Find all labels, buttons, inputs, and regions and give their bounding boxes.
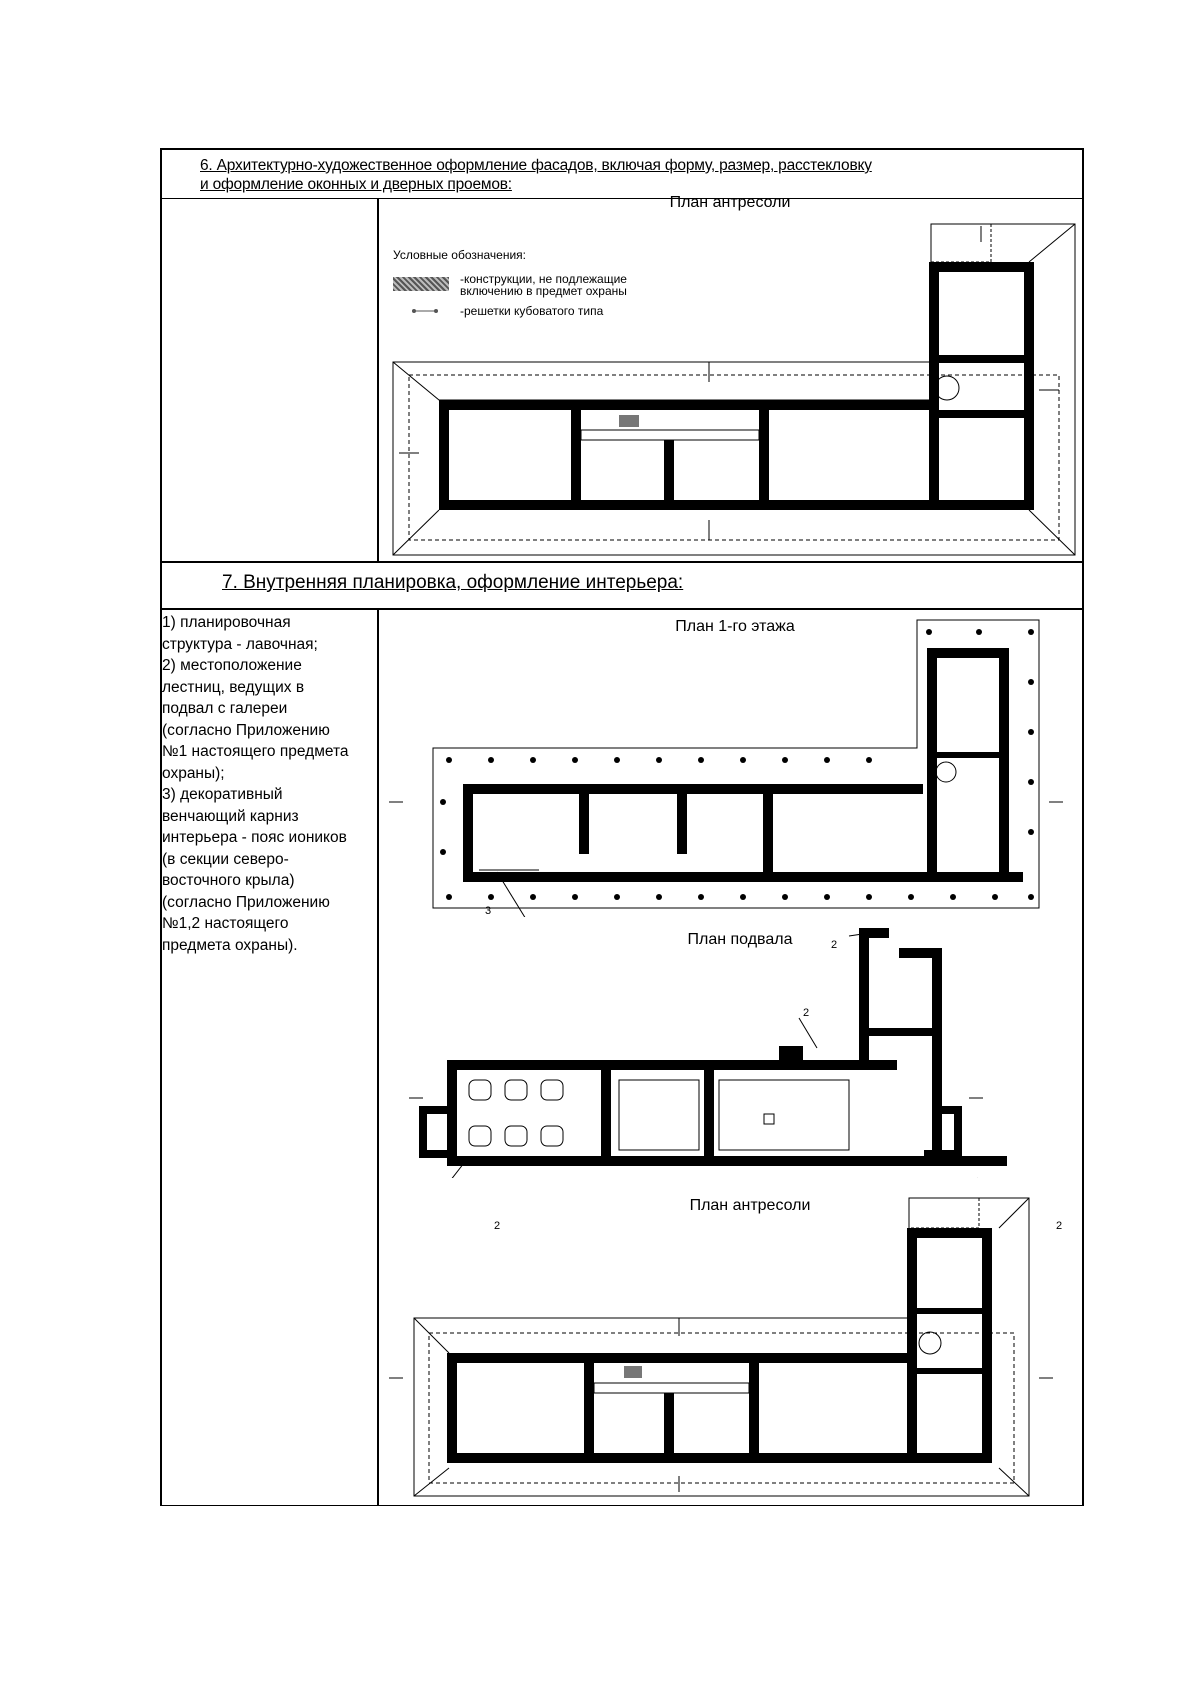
table-border-right (1082, 148, 1084, 1506)
legend-item1-line2: включению в предмет охраны (460, 284, 627, 298)
callout-2a: 2 (831, 939, 838, 951)
callout-2d: 2 (1056, 1220, 1063, 1232)
section-6-plan-title: План антресоли (669, 194, 791, 211)
callout-2b: 2 (803, 1007, 810, 1019)
callout-2c: 2 (494, 1220, 501, 1232)
first-floor-plan (379, 612, 1082, 917)
row-divider-2 (160, 561, 1084, 563)
legend-title: Условные обозначения: (393, 248, 526, 262)
plan-basement-title: План подвала (687, 931, 793, 948)
section-7-title: 7. Внутренняя планировка, оформление интерьера: (222, 572, 684, 593)
row-divider-3 (160, 608, 1084, 610)
section-6-title-line2: и оформление оконных и дверных проемов: (200, 176, 512, 193)
section-7-description: 1) планировочная структура - лавочная; 2) местоположение лестниц, ведущих в подвал с галереи (согласно Приложению №1 настоящего предмета охраны); 3) декоративный венчающий карниз интерьера - пояс иоников (в секции северо- восточного крыла) (согласно Приложению №1,2 настоящего предмета охраны). (162, 614, 349, 954)
plan-first-floor-title: План 1-го этажа (675, 618, 795, 635)
legend-item2: -решетки кубоватого типа (460, 304, 604, 318)
row-divider-1 (160, 198, 1084, 199)
bottom-mezzanine-plan (379, 1178, 1082, 1504)
section-6-mezzanine-plan (379, 210, 1082, 560)
callout-3: 3 (485, 905, 492, 917)
section-6-title-line1: 6. Архитектурно-художественное оформление фасадов, включая форму, размер, расстекловку (200, 157, 872, 174)
basement-plan (379, 918, 1082, 1178)
table-border-bottom (160, 1505, 1084, 1506)
table-border-top (160, 148, 1084, 150)
legend-item1-line1: -конструкции, не подлежащие (460, 272, 627, 286)
plan-mezzanine-title: План антресоли (689, 1197, 811, 1214)
